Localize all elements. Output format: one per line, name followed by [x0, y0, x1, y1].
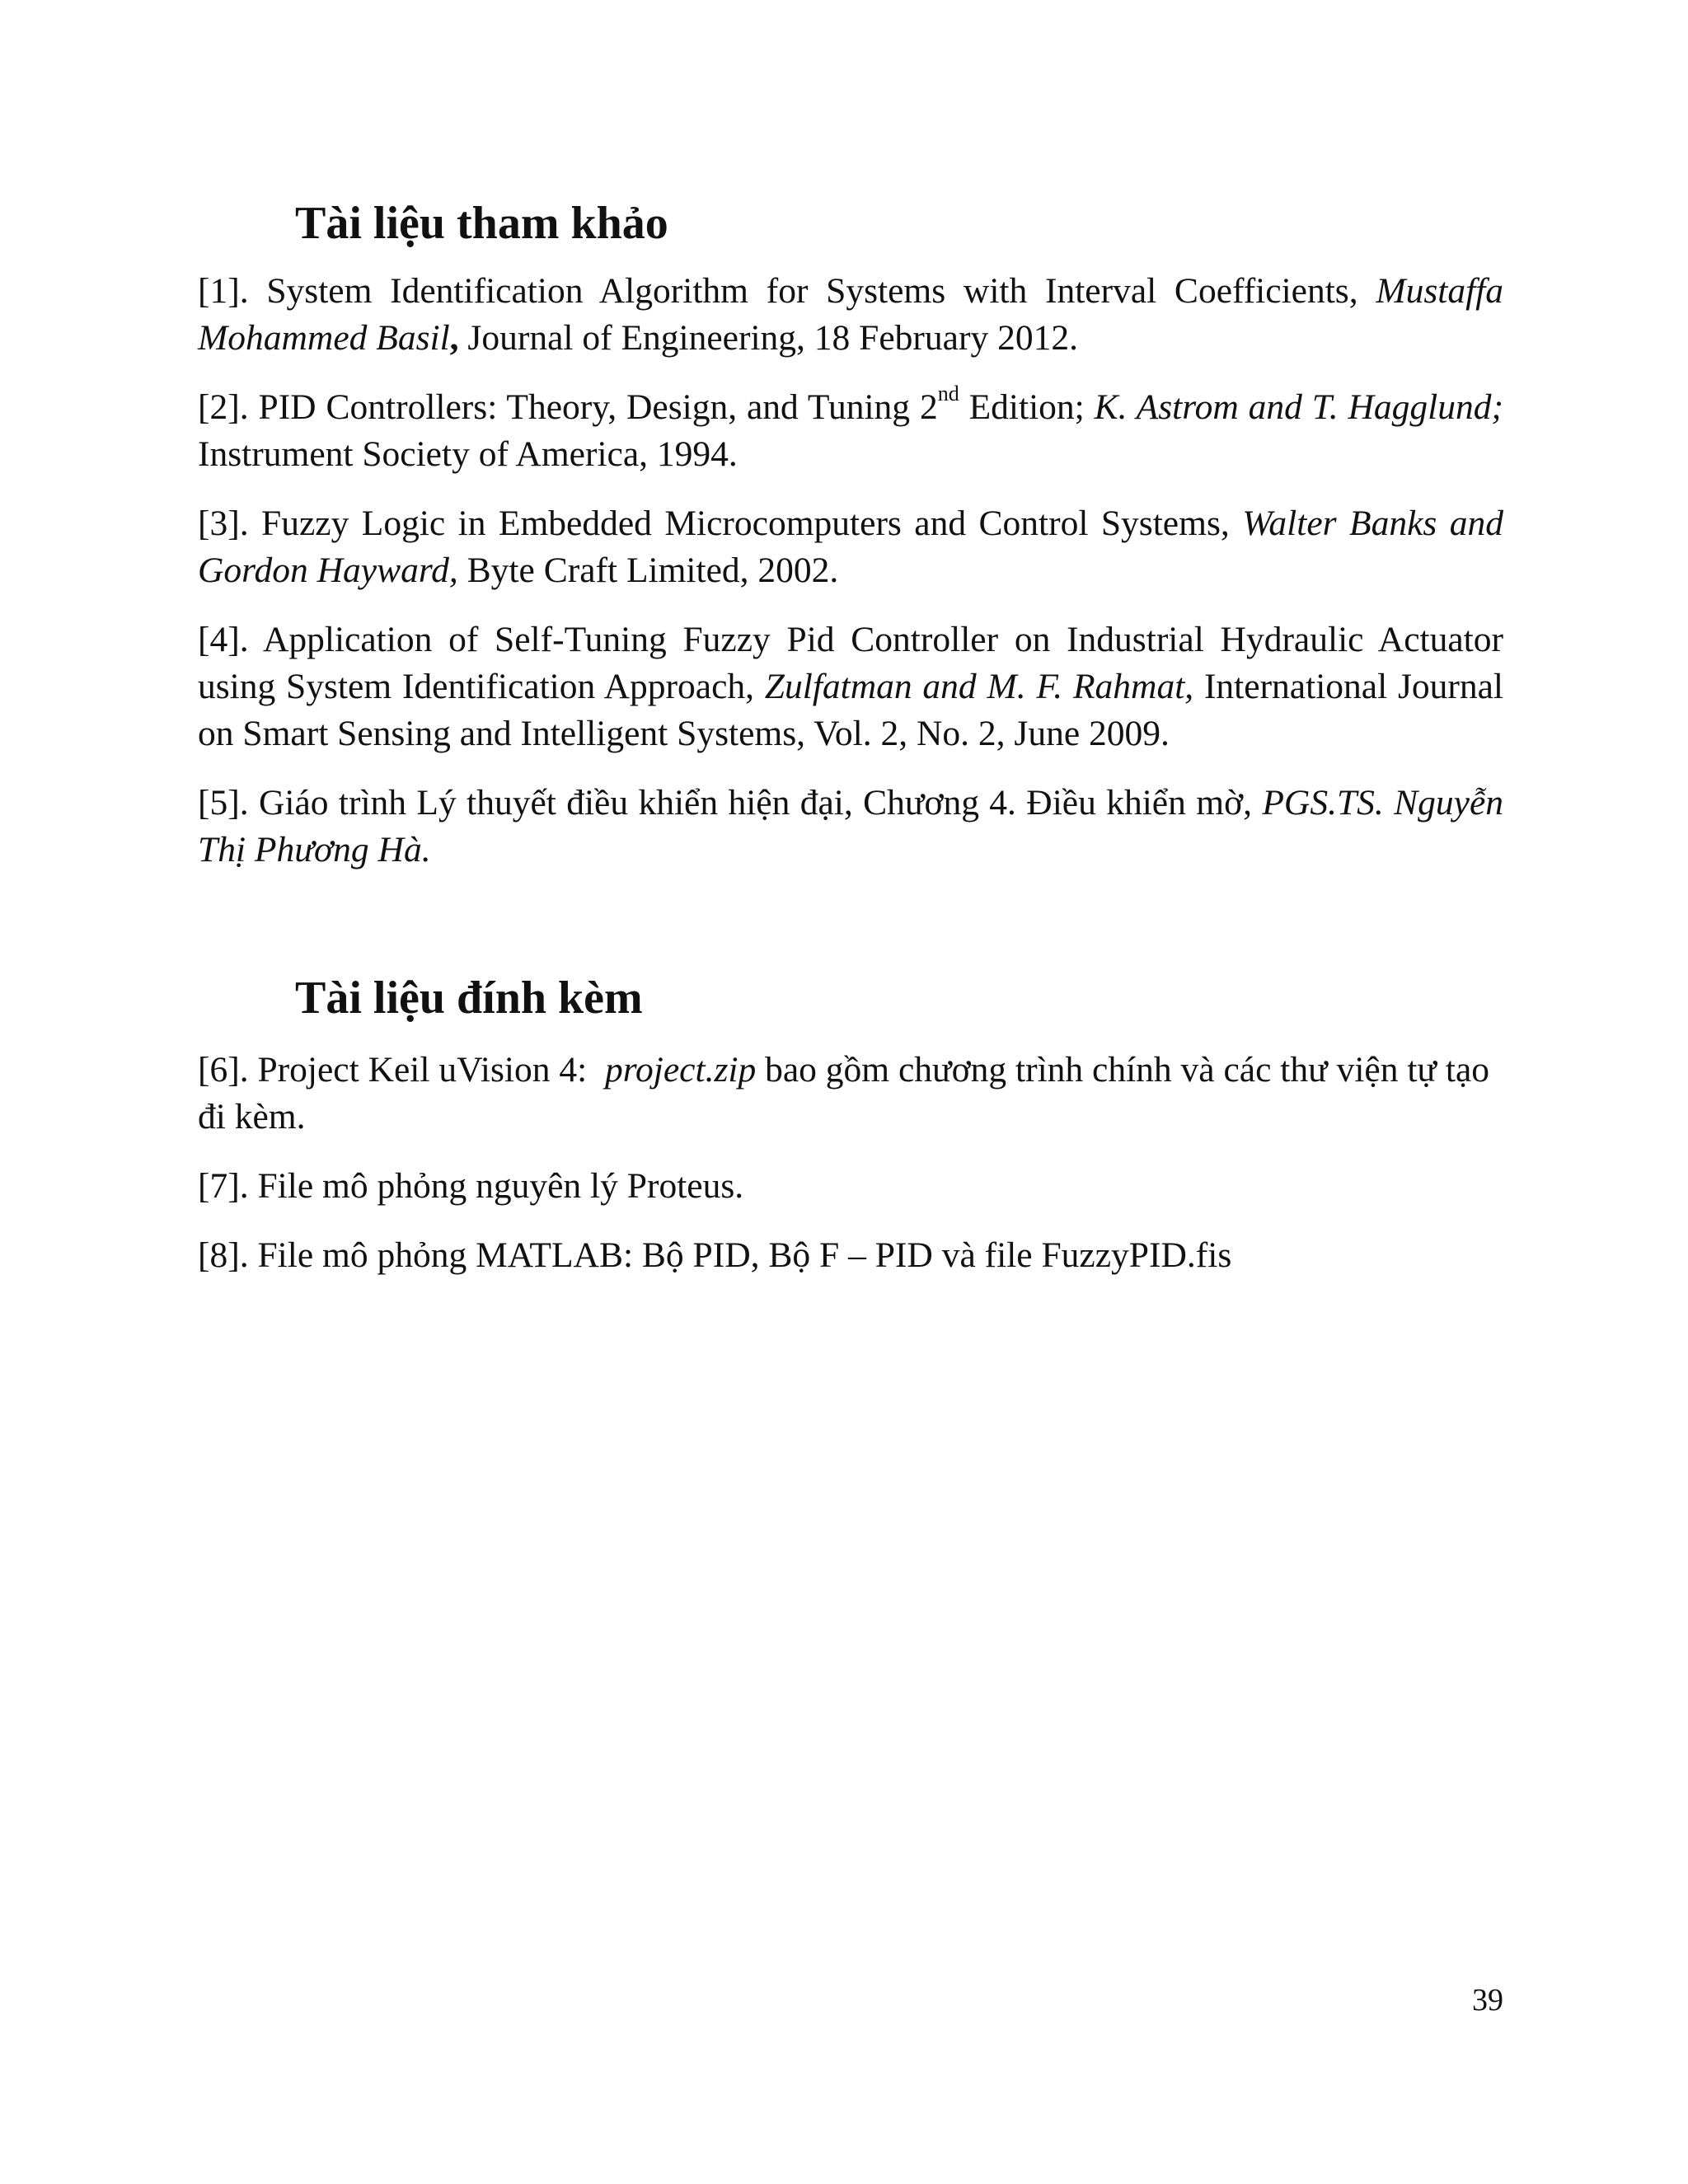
reference-item-3 [198, 500, 1503, 594]
reference-marker: [4]. [198, 620, 249, 659]
attachment-marker: [8]. [198, 1235, 249, 1275]
attachment-marker: [6]. [198, 1050, 249, 1090]
references-heading: Tài liệu tham khảo [295, 198, 668, 249]
reference-authors: Zulfatman and M. F. Rahmat, [764, 667, 1194, 706]
reference-title-superscript: nd [937, 381, 959, 405]
reference-title: Application of Self-Tuning Fuzzy Pid Controller on Industrial Hydraulic Actuator using System Identification Approach, [198, 620, 1503, 706]
reference-marker: [3]. [198, 504, 249, 543]
document-page [198, 0, 1503, 2184]
attachments-list [198, 1047, 1503, 1301]
attachment-text: File mô phỏng MATLAB: Bộ PID, Bộ F – PID và file FuzzyPID.fis [248, 1235, 1232, 1275]
attachment-item-6 [198, 1047, 1503, 1141]
reference-publication: Instrument Society of America, 1994. [198, 434, 738, 474]
reference-item-1 [198, 268, 1503, 362]
reference-marker: [5]. [198, 783, 249, 823]
attachment-text: File mô phỏng nguyên lý Proteus. [248, 1166, 744, 1206]
attachment-item-7 [198, 1163, 1503, 1210]
reference-marker: [1]. [198, 271, 249, 311]
references-list [198, 268, 1503, 896]
reference-authors: K. Astrom and T. Hagglund; [1094, 387, 1504, 427]
reference-publication: International Journal on Smart Sensing and Intelligent Systems, Vol. 2, No. 2, June 2009. [198, 667, 1504, 753]
reference-marker: [2]. [198, 387, 249, 427]
reference-title: Fuzzy Logic in Embedded Microcomputers and Control Systems, [248, 504, 1230, 543]
attachments-heading: Tài liệu đính kèm [295, 972, 643, 1024]
page-number: 39 [1472, 1983, 1503, 2018]
reference-title: PID Controllers: Theory, Design, and Tuning 2 [248, 387, 938, 427]
reference-authors: PGS.TS. Nguyễn Thị Phương Hà. [198, 783, 1504, 869]
reference-title-after: Edition; [959, 387, 1085, 427]
reference-publication: Journal of Engineering, 18 February 2012. [458, 318, 1078, 358]
reference-title: System Identification Algorithm for Systems with Interval Coefficients, [248, 271, 1358, 311]
reference-authors: Mustaffa Mohammed Basil [198, 271, 1503, 358]
attachment-marker: [7]. [198, 1166, 249, 1206]
attachment-item-8 [198, 1232, 1503, 1279]
reference-publication: Byte Craft Limited, 2002. [457, 551, 839, 590]
attachment-filename: project.zip [604, 1050, 757, 1090]
reference-item-4 [198, 616, 1503, 757]
reference-authors: Walter Banks and Gordon Hayward, [198, 504, 1503, 590]
attachment-text-after: bao gồm chương trình chính và các thư viện tự tạo đi kèm. [198, 1050, 1490, 1137]
reference-title: Giáo trình Lý thuyết điều khiển hiện đại, Chương 4. Điều khiển mờ, [248, 783, 1252, 823]
reference-item-2 [198, 381, 1504, 478]
attachment-text-before: Project Keil uVision 4: [248, 1050, 605, 1090]
reference-authors-suffix: , [449, 318, 459, 358]
reference-item-5 [198, 780, 1503, 874]
